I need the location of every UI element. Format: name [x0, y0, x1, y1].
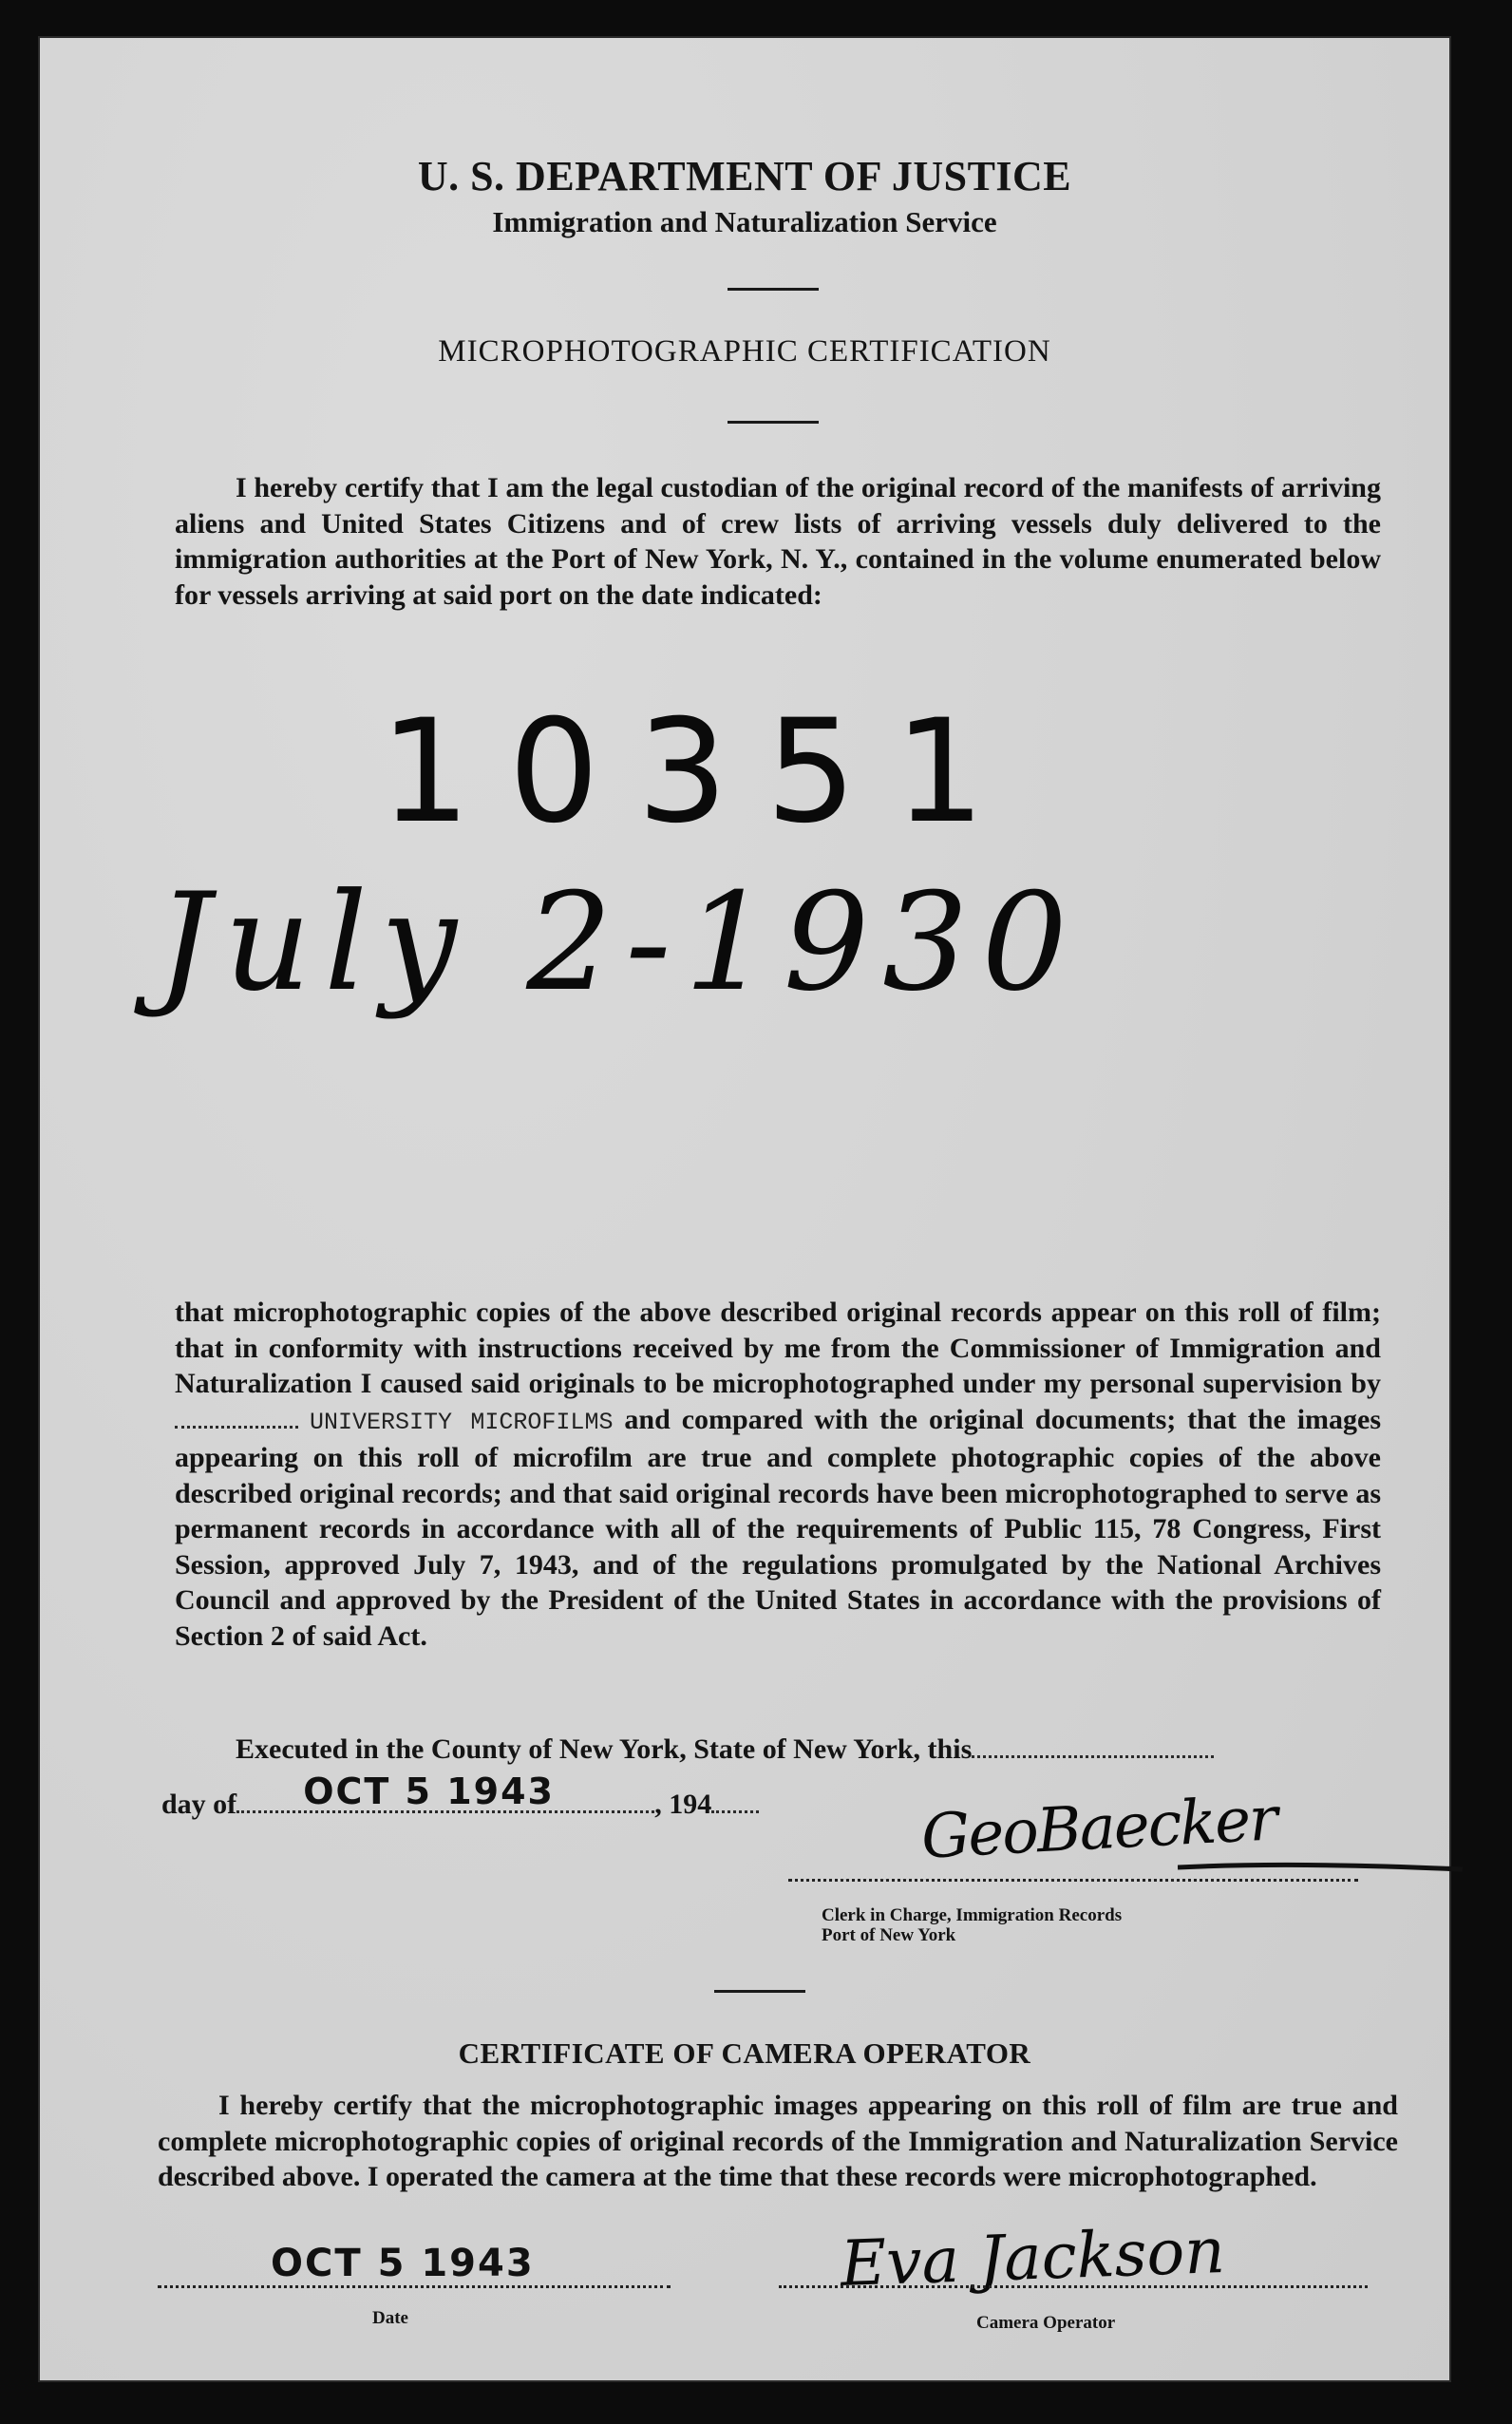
- camera-operator-heading: CERTIFICATE OF CAMERA OPERATOR: [458, 2036, 1031, 2070]
- dotted-line: [972, 1755, 1214, 1758]
- camera-operator-paragraph: [158, 2088, 1398, 2195]
- divider-rule: [714, 1990, 805, 1993]
- department-title: U. S. DEPARTMENT OF JUSTICE: [417, 153, 1072, 199]
- operator-signature: Eva Jackson: [839, 2213, 1226, 2301]
- clerk-signature-line: [788, 1879, 1358, 1882]
- day-of-line: [161, 1771, 759, 1821]
- year-prefix: , 194: [654, 1789, 712, 1820]
- body-paragraph: [175, 1295, 1381, 1654]
- executed-text: Executed in the County of New York, State of New York, this: [236, 1733, 973, 1765]
- stamp-date: OCT 5 1943: [303, 1771, 555, 1812]
- body-text-2: and compared with the original documents; that the images appearing on this roll of microfilm are true and complete photographic copies of the above described original records; and that said original records have been microphotographed to serve as permanent records in accordance with all of the requirements of Public 115, 78 Congress, First Session, approved July 7, 1943, and of the regulations promulgated by the National Archives Council and approved by the President of the United States in accordance with the provisions of Section 2 of said Act.: [175, 1403, 1382, 1652]
- body-text-1: that microphotographic copies of the above described original records appear on this roll of film; that in conformity with instructions received by me from the Commissioner of Immigration and Naturalization I caused said originals to be microphotographed under my personal supervision by: [175, 1297, 1381, 1399]
- clerk-title: [822, 1905, 1122, 1945]
- divider-rule: [728, 421, 819, 424]
- clerk-title-line1: Clerk in Charge, Immigration Records: [822, 1905, 1123, 1925]
- dotted-line: [711, 1810, 759, 1813]
- camera-operator-label: Camera Operator: [976, 2313, 1116, 2333]
- date-dotted-line: [236, 1771, 654, 1813]
- day-of-label: day of: [161, 1789, 237, 1820]
- intro-text: I hereby certify that I am the legal custodian of the original record of the manifests of arriving aliens and United States Citizens and of crew lists of arriving vessels duly delivered to the immigration authorities at the Port of New York, N. Y., contained in the volume enumerated below for vessels arriving at said port on the date indicated:: [175, 472, 1381, 611]
- date-label: Date: [372, 2308, 408, 2328]
- handwritten-volume-number: 10351: [380, 690, 1024, 855]
- operator-signature-line: [779, 2285, 1368, 2288]
- microfilm-company: UNIVERSITY MICROFILMS: [309, 1408, 614, 1436]
- date-signature-line: [158, 2285, 671, 2288]
- intro-paragraph: [175, 470, 1381, 613]
- clerk-title-line2: Port of New York: [822, 1925, 956, 1945]
- signature-flourish: [1178, 1858, 1463, 1877]
- certificate-sheet: [38, 36, 1451, 2382]
- clerk-signature: GeoBaecker: [919, 1784, 1278, 1873]
- operator-date-stamp: OCT 5 1943: [271, 2242, 535, 2285]
- execution-line: [175, 1732, 1381, 1768]
- handwritten-record-date: July 2-1930: [157, 864, 1081, 1021]
- certification-heading: MICROPHOTOGRAPHIC CERTIFICATION: [438, 334, 1051, 369]
- dotted-line: [175, 1426, 298, 1429]
- service-subtitle: Immigration and Naturalization Service: [492, 205, 997, 238]
- divider-rule: [728, 288, 819, 291]
- camera-operator-text: I hereby certify that the microphotographic images appearing on this roll of film are true and complete microphotographic copies of original records of the Immigration and Naturalization Service described above. I operated the camera at the time that these records were microphotographed.: [158, 2090, 1398, 2192]
